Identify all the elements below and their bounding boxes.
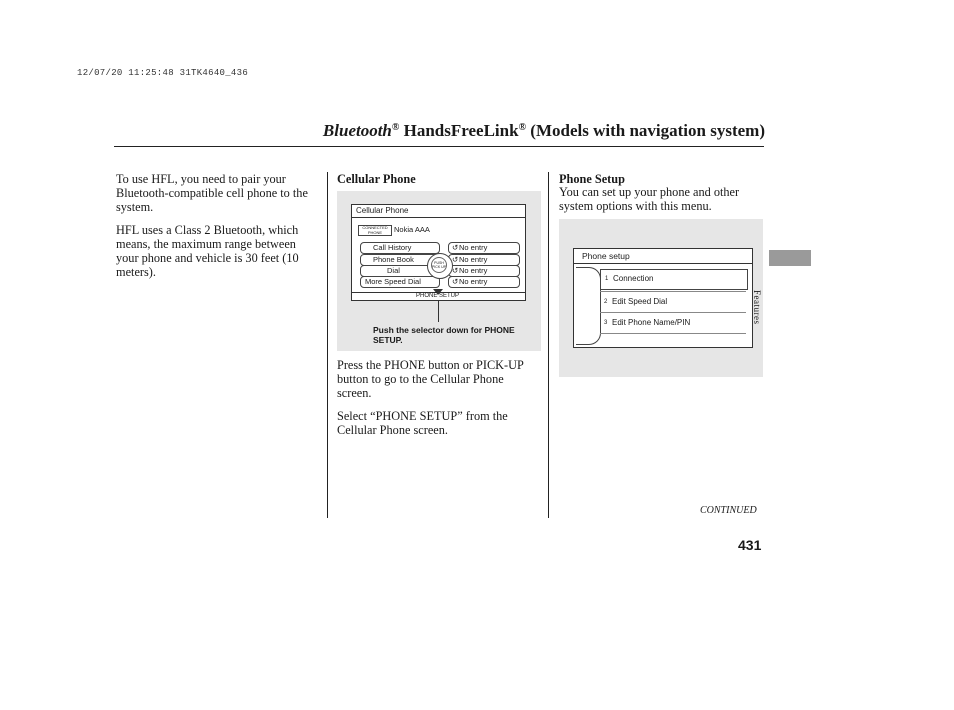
features-side-label: Features xyxy=(752,290,762,325)
column-divider-1 xyxy=(327,172,328,518)
middle-column-text xyxy=(337,358,537,446)
screen-title-rule xyxy=(352,217,525,218)
title-product: HandsFreeLink xyxy=(399,121,519,140)
phone-book-item[interactable]: Phone Book xyxy=(360,254,440,266)
setup-item-edit-phone-name[interactable]: 3 Edit Phone Name/PIN xyxy=(604,318,691,327)
phone-name: Nokia AAA xyxy=(394,225,430,234)
print-stamp: 12/07/20 11:25:48 31TK4640_436 xyxy=(77,68,249,78)
cellular-phone-figure xyxy=(337,191,541,351)
title-reg: ® xyxy=(391,122,400,133)
hfl-pair-paragraph: To use HFL, you need to pair your Bluetooth-compatible cell phone to the system. xyxy=(116,172,308,214)
phone-setup-intro: You can set up your phone and other system options with this menu. xyxy=(559,185,740,213)
press-phone-paragraph: Press the PHONE button or PICK-UP button to go to the Cellular Phone screen. xyxy=(337,358,524,400)
dial-entry: ↺ No entry xyxy=(448,265,520,277)
more-speed-dial-entry: ↺ No entry xyxy=(448,276,520,288)
knob-label: PUSH PICK UP xyxy=(431,257,447,273)
continued-label: CONTINUED xyxy=(700,505,757,516)
setup-divider-3 xyxy=(600,333,746,334)
page-number: 431 xyxy=(738,537,762,553)
title-brand: Bluetooth xyxy=(322,121,392,140)
setup-item-connection[interactable]: 1 Connection xyxy=(600,269,748,290)
phone-setup-figure xyxy=(559,219,763,377)
phone-setup-label: PHONE SETUP xyxy=(416,293,460,299)
more-speed-dial-item[interactable]: More Speed Dial xyxy=(360,276,440,288)
setup-title-rule xyxy=(574,263,752,264)
phone-setup-heading: Phone Setup xyxy=(559,172,625,186)
cellular-phone-heading: Cellular Phone xyxy=(337,172,416,186)
phone-book-entry: ↺ No entry xyxy=(448,254,520,266)
select-phone-setup-paragraph: Select “PHONE SETUP” from the Cellular Phone screen. xyxy=(337,409,508,437)
title-rule xyxy=(114,146,764,147)
setup-divider-1 xyxy=(600,291,746,292)
left-column xyxy=(116,172,321,288)
figure-caption: Push the selector down for PHONE SETUP. xyxy=(373,325,515,345)
setup-list-bracket xyxy=(576,267,601,345)
selector-knob-icon[interactable] xyxy=(427,253,453,279)
screen-title: Cellular Phone xyxy=(356,206,409,215)
hfl-range-paragraph: HFL uses a Class 2 Bluetooth, which means, the maximum range between your phone and vehicle is 30 feet (10 meters). xyxy=(116,223,299,279)
call-history-entry: ↺ No entry xyxy=(448,242,520,254)
title-rest: (Models with navigation system) xyxy=(526,121,765,140)
connected-phone-badge: CONNECTED PHONE xyxy=(358,225,392,236)
callout-line xyxy=(438,300,439,322)
phone-setup-screen xyxy=(573,248,753,348)
setup-divider-2 xyxy=(600,312,746,313)
dial-item[interactable]: Dial xyxy=(360,265,440,277)
call-history-item[interactable]: Call History xyxy=(360,242,440,254)
title-reg2: ® xyxy=(518,122,527,133)
setup-screen-title: Phone setup xyxy=(582,251,630,261)
cellular-phone-screen xyxy=(351,204,526,301)
setup-item-edit-speed-dial[interactable]: 2 Edit Speed Dial xyxy=(604,297,668,306)
page-title xyxy=(310,121,765,141)
features-tab-marker xyxy=(769,250,811,266)
column-divider-2 xyxy=(548,172,549,518)
